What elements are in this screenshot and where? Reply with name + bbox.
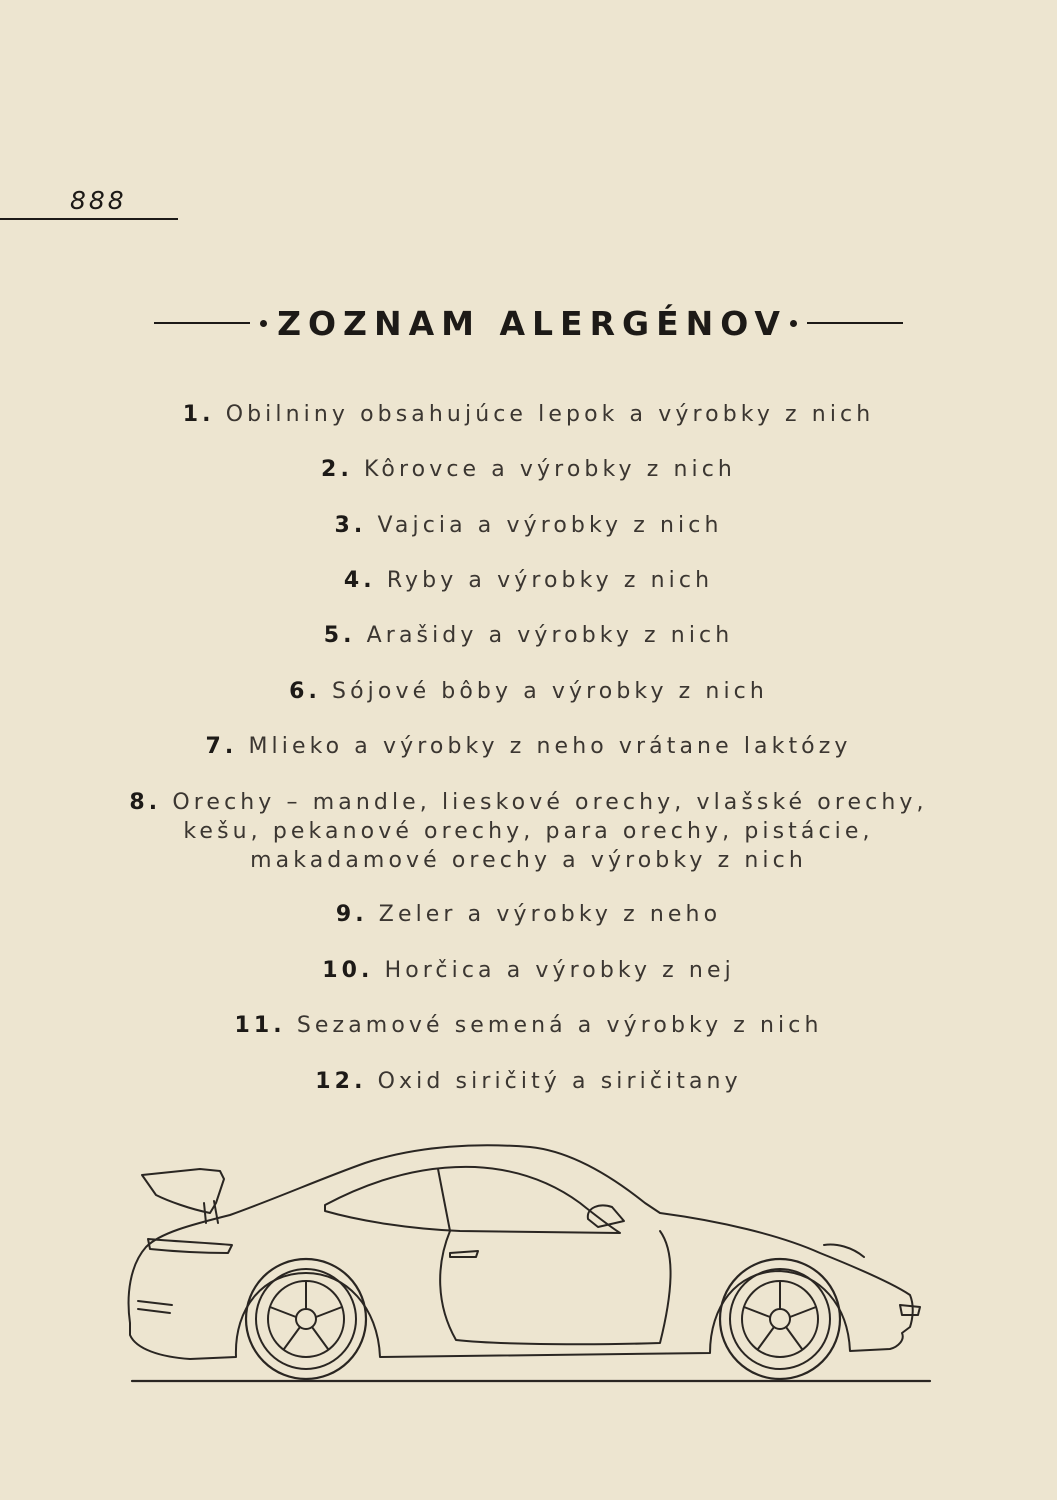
list-item (60, 455, 997, 484)
rear-wheel (246, 1259, 366, 1379)
item-text: Oxid siričitý a siričitany (377, 1069, 742, 1094)
brand-underline (0, 218, 178, 220)
list-item (60, 732, 997, 761)
item-text: Arašidy a výrobky z nich (366, 623, 734, 648)
title-rule-right (807, 322, 903, 324)
item-line-3: makadamové orechy a výrobky z nich (250, 848, 807, 873)
item-text: Kôrovce a výrobky z nich (364, 457, 736, 482)
title-row (140, 298, 917, 348)
item-line-2: kešu, pekanové orechy, para orechy, pistácie, (183, 819, 874, 844)
item-text: Ryby a výrobky z nich (386, 568, 714, 593)
item-number: 12. (315, 1069, 367, 1094)
item-text: Sójové bôby a výrobky z nich (332, 679, 768, 704)
car-door-handle (450, 1251, 478, 1257)
item-number: 11. (234, 1013, 286, 1038)
car-window-frame (325, 1167, 620, 1233)
car-rear-vent (138, 1301, 172, 1313)
car-rear-light (148, 1239, 232, 1253)
item-number: 7. (205, 734, 238, 759)
item-number: 2. (321, 457, 353, 482)
title-dot-left (260, 320, 267, 327)
list-item (60, 788, 997, 875)
car-door (440, 1231, 670, 1344)
item-text: Horčica a výrobky z nej (384, 958, 735, 983)
item-number: 4. (343, 568, 376, 593)
car-pillar (438, 1169, 450, 1231)
list-item (60, 956, 997, 985)
item-text: Sezamové semená a výrobky z nich (296, 1013, 823, 1038)
item-text: Vajcia a výrobky z nich (377, 513, 723, 538)
item-text: Orechy – mandle, lieskové orechy, vlašské orechy, (172, 790, 928, 815)
item-number: 10. (322, 958, 374, 983)
list-item (60, 1067, 997, 1096)
item-number: 8. (129, 790, 162, 815)
item-text: Mlieko a výrobky z neho vrátane laktózy (248, 734, 852, 759)
list-item (60, 566, 997, 595)
item-line-1 (60, 788, 997, 817)
item-text: Zeler a výrobky z neho (378, 902, 722, 927)
page-title: ZOZNAM ALERGÉNOV (277, 303, 787, 343)
title-dot-right (790, 320, 797, 327)
item-text: Obilniny obsahujúce lepok a výrobky z nich (225, 402, 875, 427)
item-number: 3. (334, 513, 367, 538)
brand-mark: 888 (70, 186, 127, 215)
list-item (60, 900, 997, 929)
item-number: 5. (323, 623, 356, 648)
list-item (60, 677, 997, 706)
car-rear-wing (142, 1169, 224, 1213)
list-item (60, 511, 997, 540)
list-item (60, 400, 997, 429)
title-rule-left (154, 322, 250, 324)
item-number: 9. (335, 902, 368, 927)
list-item (60, 1011, 997, 1040)
item-number: 6. (289, 679, 321, 704)
sports-car-icon (120, 1135, 940, 1390)
item-number: 1. (182, 402, 215, 427)
front-wheel (720, 1259, 840, 1379)
list-item (60, 621, 997, 650)
